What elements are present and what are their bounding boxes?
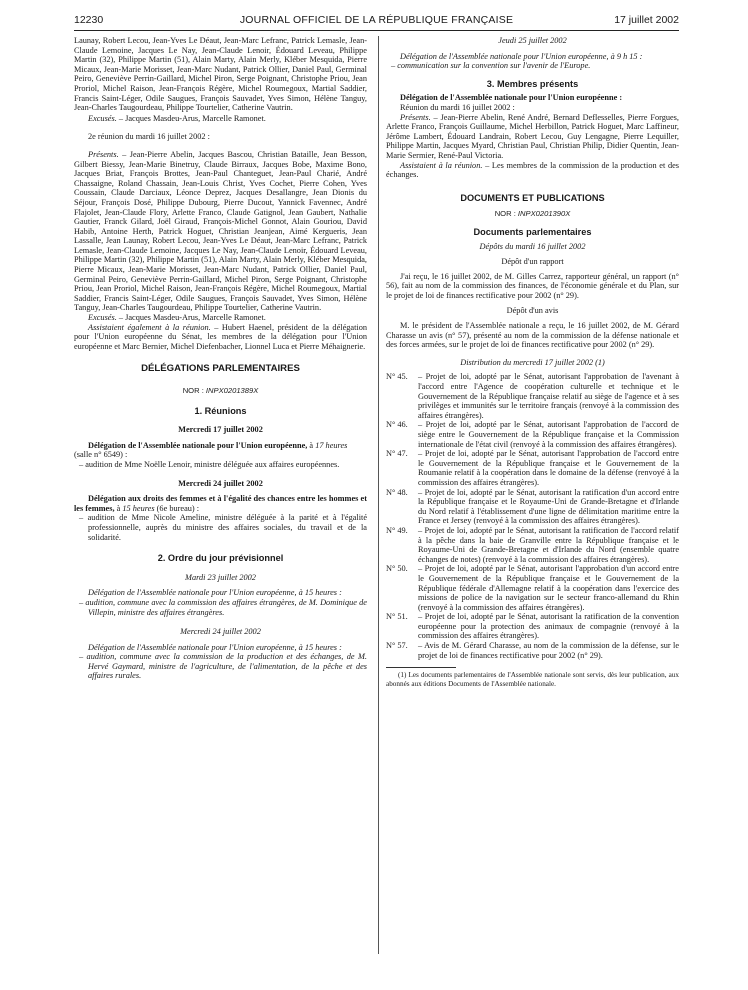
nor-label: NOR : xyxy=(494,209,518,219)
second-meeting-heading: 2e réunion du mardi 16 juillet 2002 : xyxy=(88,132,210,142)
assistaient-paragraph xyxy=(386,161,679,180)
excuses-names: – Jacques Masdeu-Arus, Marcelle Ramonet. xyxy=(116,313,266,323)
excuses-names: – Jacques Masdeu-Arus, Marcelle Ramonet. xyxy=(116,113,266,123)
document-number: N° 51. xyxy=(386,612,408,622)
nor-reference xyxy=(74,386,367,396)
document-description: – Projet de loi, adopté par le Sénat, autorisant l'approbation d'un accord entre le Gouvernement de la République française et le Gouvernement de la République fédérale d'Allemagne relatif à la coopération dans l'exercice des missions de police de la navigation sur le secteur franco-allemand du Rhin (renvoyé à la commission des affaires étrangères). xyxy=(418,564,679,612)
presents-label: Présents. xyxy=(400,112,431,122)
excuses-label: Excusés. xyxy=(88,113,117,123)
assistaient-paragraph xyxy=(74,323,367,352)
document-number: N° 50. xyxy=(386,564,408,574)
assistaient-text: – Hubert Haenel, président de la délégation pour l'Union européenne du Sénat, les membres de la délégation pour l'Union européenne et Marc Bernier, Michel Diefenbacher, Lionnel Luca et Pierre Méhaignerie. xyxy=(74,322,367,351)
agenda-item: – communication sur la convention sur l'avenir de l'Europe. xyxy=(391,61,591,71)
time-prefix: à xyxy=(114,503,123,513)
delegation-entry: Délégation de l'Assemblée nationale pour l'Union européenne, à 15 heures : xyxy=(88,588,342,598)
presents-names: – Jean-Pierre Abelin, René André, Bernard Deflesselles, Pierre Forgues, Arlette Franco, François Guillaume, Michel Herbillon, Patrick Hoguet, Marc Laffineur, Jérôme Lambert, Édouard Landrain, Robert Lecou, Guy Lengagne, Pierre Lequiller, Philippe Martin, Jacques Myard, Christian Paul, Christian Philip, Didier Quentin, Jean-Marie Sermier, René-Paul Victoria. xyxy=(386,112,679,160)
issue-date: 17 juillet 2002 xyxy=(614,14,679,26)
document-description: – Projet de loi, adopté par le Sénat, autorisant la ratification de l'accord relatif à la pêche dans la baie de Granville entre la République française et le Royaume-Uni de Grande-Bretagne et d'Irlande du Nord (ensemble quatre échanges de notes) (renvoyé à la commission des affaires étrangères). xyxy=(418,525,679,564)
date-heading: Mercredi 17 juillet 2002 xyxy=(178,425,263,435)
footnote-rule xyxy=(386,667,456,668)
column-divider xyxy=(378,36,379,954)
right-column xyxy=(386,36,679,688)
document-item xyxy=(386,641,679,660)
excuses-label: Excusés. xyxy=(88,313,117,323)
presents-label: Présents. xyxy=(88,149,119,159)
date-heading: Mercredi 24 juillet 2002 xyxy=(180,627,261,637)
delegation-name: Délégation de l'Assemblée nationale pour l'Union européenne : xyxy=(400,93,623,103)
distribution-heading: Distribution du mercredi 17 juillet 2002 (1) xyxy=(460,357,605,367)
document-number: N° 48. xyxy=(386,487,408,497)
subsection-reunions: 1. Réunions xyxy=(194,405,247,416)
members-list-continued: Launay, Robert Lecou, Jean-Yves Le Déaut, Jean-Marc Lefranc, Patrick Lemasle, Jean-Claude Lemoine, Jacques Le Nay, Jean-Claude Lenoir, Édouard Leveau, Philippe Martin (32), Philippe Martin (51), Alain Marty, Alain Merly, Kléber Mesquida, Pierre Micaux, Jean-Marie Morisset, Jean-Marc Nudant, Patrick Ollier, Daniel Paul, Germinal Peiro, Geneviève Perrin-Gaillard, Michel Piron, Serge Poignant, Christophe Priou, Jean Proriol, Michel Raison, Jean-François Régère, Michel Roumegoux, Martial Saddier, Francis Saint-Léger, Odile Saugues, François Sauvadet, Yves Simon, Hélène Tanguy, Jean-Charles Taugourdeau, Philippe Tourtelier, Catherine Vautrin. xyxy=(74,36,367,113)
page-header xyxy=(74,11,679,27)
assistaient-label: Assistaient à la réunion. xyxy=(400,160,483,170)
excuses-line-2 xyxy=(74,313,367,323)
meeting-time: 15 heures xyxy=(122,503,155,513)
presents-paragraph-2 xyxy=(74,150,367,313)
header-rule xyxy=(74,30,679,31)
nor-value: INPX0201389X xyxy=(205,386,259,395)
depot-avis-heading: Dépôt d'un avis xyxy=(506,306,559,316)
delegation-name: Délégation aux droits des femmes et à l'égalité des chances entre les hommes et les femmes, xyxy=(74,494,367,513)
avis-paragraph: M. le président de l'Assemblée nationale a reçu, le 16 juillet 2002, de M. Gérard Charasse un avis (n° 57), présenté au nom de la commission de la défense nationale et des forces armées, sur le projet de loi de finances rectificative pour 2002 (n° 29). xyxy=(386,321,679,350)
document-item xyxy=(386,488,679,526)
document-number: N° 47. xyxy=(386,449,408,459)
meeting-date-line: Réunion du mardi 16 juillet 2002 : xyxy=(400,102,515,112)
document-number: N° 49. xyxy=(386,525,408,535)
document-description: – Avis de M. Gérard Charasse, au nom de la commission de la défense, sur le projet de loi de finances rectificative pour 2002 (n° 29). xyxy=(418,641,679,660)
document-number: N° 46. xyxy=(386,420,408,430)
depot-rapport-heading: Dépôt d'un rapport xyxy=(501,257,564,267)
meeting-time: 17 heures xyxy=(315,440,348,450)
date-heading: Mardi 23 juillet 2002 xyxy=(185,572,256,582)
delegation-entry: Délégation de l'Assemblée nationale pour l'Union européenne, à 15 heures : xyxy=(88,642,342,652)
date-heading: Mercredi 24 juillet 2002 xyxy=(178,478,263,488)
document-description: – Projet de loi, adopté par le Sénat, autorisant la ratification de la convention européenne pour la protection des animaux de compagnie (renvoyé à la commission des affaires étrangères). xyxy=(418,612,679,641)
subsection-membres-presents: 3. Membres présents xyxy=(486,78,579,89)
document-description: – Projet de loi, adopté par le Sénat, autorisant l'approbation de l'accord de siège entre le Gouvernement de la République française et la Commission internationale de l'état civil (renvoyé à la commission des affaires étrangères). xyxy=(418,420,679,449)
agenda-item: – audition de Mme Noëlle Lenoir, ministre déléguée aux affaires européennes. xyxy=(79,459,340,469)
document-number: N° 57. xyxy=(386,641,408,651)
nor-reference xyxy=(386,209,679,219)
journal-title: JOURNAL OFFICIEL DE LA RÉPUBLIQUE FRANÇAISE xyxy=(239,14,514,26)
meeting-room: (6e bureau) : xyxy=(154,503,200,513)
time-prefix: à xyxy=(309,440,316,450)
document-number: N° 45. xyxy=(386,372,408,382)
page-number: 12230 xyxy=(74,14,104,26)
presents-names: – Jean-Pierre Abelin, Jacques Bascou, Christian Bataille, Jean Besson, Gilbert Biessy, Jean-Marie Binetruy, Claude Birraux, Jacques Bobe, Maxime Bono, Jacques Briat, François Brottes, Jean-Paul Chanteguet, Jean-Paul Charié, André Chassaigne, Roland Chassain, Jean-Louis Christ, Yves Cochet, Pierre Cohen, Yves Coussain, Claude Darciaux, Léonce Deprez, Jacques Desallangre, Jean Dionis du Séjour, François Dosé, Philippe Dubourg, Pierre Ducout, Yannick Favennec, André Flajolet, Jean-Claude Flory, Arlette Franco, Claude Gatignol, Jean Gaubert, Nathalie Gautier, Franck Gilard, Joël Giraud, François-Michel Gonnot, Alain Gouriou, David Habib, Antoine Herth, Patrick Hoguet, Christian Jeanjean, Aimé Kergueris, Jean Lassalle, Jean Launay, Robert Lecou, Jean-Yves Le Déaut, Jean-Marc Lefranc, Patrick Lemasle, Jean-Claude Lemoine, Jacques Le Nay, Jean-Claude Lenoir, Édouard Leveau, Philippe Martin (32), Philippe Martin (51), Alain Marty, Alain Merly, Kléber Mesquida, Pierre Micaux, Jean-Marie Morisset, Jean-Marc Nudant, Patrick Ollier, Daniel Paul, Germinal Peiro, Geneviève Perrin-Gaillard, Michel Piron, Serge Poignant, Christophe Priou, Jean Proriol, Michel Raison, Jean-François Régère, Michel Roumegoux, Martial Saddier, Francis Saint-Léger, Odile Saugues, François Sauvadet, Yves Simon, Hélène Tanguy, Jean-Charles Taugourdeau, Philippe Tourtelier, Catherine Vautrin. xyxy=(74,149,367,313)
subsection-ordre-du-jour: 2. Ordre du jour prévisionnel xyxy=(157,553,284,564)
agenda-item: – audition de Mme Nicole Ameline, ministre déléguée à la parité et à l'égalité professionnelle, auprès du ministre des affaires sociales, du travail et de la solidarité. xyxy=(79,513,367,542)
section-title-delegations: DÉLÉGATIONS PARLEMENTAIRES xyxy=(141,363,300,375)
nor-value: INPX0201390X xyxy=(517,209,571,219)
meeting-room: (salle n° 6549) : xyxy=(74,450,128,460)
document-item xyxy=(386,526,679,564)
delegation-entry: Délégation de l'Assemblée nationale pour l'Union européenne, à 9 h 15 : xyxy=(400,51,643,61)
footnote: (1) Les documents parlementaires de l'Assemblée nationale sont servis, dès leur publication, aux abonnés aux éditions Documents de l'Assemblée nationale. xyxy=(386,671,679,688)
depots-heading: Dépôts du mardi 16 juillet 2002 xyxy=(479,241,586,251)
date-heading: Jeudi 25 juillet 2002 xyxy=(498,36,567,45)
subsection-documents-parlementaires: Documents parlementaires xyxy=(473,226,592,237)
excuses-line-1 xyxy=(74,114,367,124)
section-title-documents: DOCUMENTS ET PUBLICATIONS xyxy=(460,192,605,203)
rapport-paragraph: J'ai reçu, le 16 juillet 2002, de M. Gilles Carrez, rapporteur général, un rapport (n° 56), fait au nom de la commission des finances, de l'économie générale et du Plan, sur le projet de loi de finances rectificative pour 2002 (n° 29). xyxy=(386,271,679,300)
document-description: – Projet de loi, adopté par le Sénat, autorisant l'approbation de l'avenant à l'accord entre l'Agence de coopération culturelle et technique et le Gouvernement de la République française relatif au siège de l'agence et à ses privilèges et immunités sur le territoire français (renvoyé à la commission des affaires étrangères). xyxy=(418,372,679,420)
delegation-entry xyxy=(74,441,367,460)
distribution-list xyxy=(386,372,679,660)
agenda-item: – audition, commune avec la commission de la production et des échanges, de M. Hervé Gaymard, ministre de l'agriculture, de l'alimentation, de la pêche et des affaires rurales. xyxy=(79,652,367,681)
document-description: – Projet de loi, adopté par le Sénat, autorisant l'approbation de l'accord entre le Gouvernement de la République française et le Gouvernement de la Roumanie relatif à la coopération dans le domaine de la défense (renvoyé à la commission des affaires étrangères). xyxy=(418,449,679,487)
delegation-name: Délégation de l'Assemblée nationale pour l'Union européenne, xyxy=(88,440,308,450)
document-item xyxy=(386,372,679,420)
delegation-entry xyxy=(74,494,367,513)
assistaient-label: Assistaient également à la réunion. xyxy=(88,322,211,332)
document-item xyxy=(386,449,679,487)
left-column xyxy=(74,36,367,681)
document-description: – Projet de loi, adopté par le Sénat, autorisant la ratification d'un accord entre la République française et le Royaume-Uni de Grande-Bretagne et d'Irlande du Nord relatif à l'établissement d'une ligne de délimitation maritime entre la France et Jersey (renvoyé à la commission des affaires étrangères). xyxy=(418,487,679,526)
assistaient-text: – Les membres de la commission de la production et des échanges. xyxy=(386,160,679,180)
document-item xyxy=(386,420,679,449)
nor-label: NOR : xyxy=(182,386,206,395)
presents-paragraph-3 xyxy=(386,113,679,161)
agenda-item: – audition, commune avec la commission des affaires étrangères, de M. Dominique de Villepin, ministre des affaires étrangères. xyxy=(79,597,367,617)
document-item xyxy=(386,564,679,612)
document-item xyxy=(386,612,679,641)
